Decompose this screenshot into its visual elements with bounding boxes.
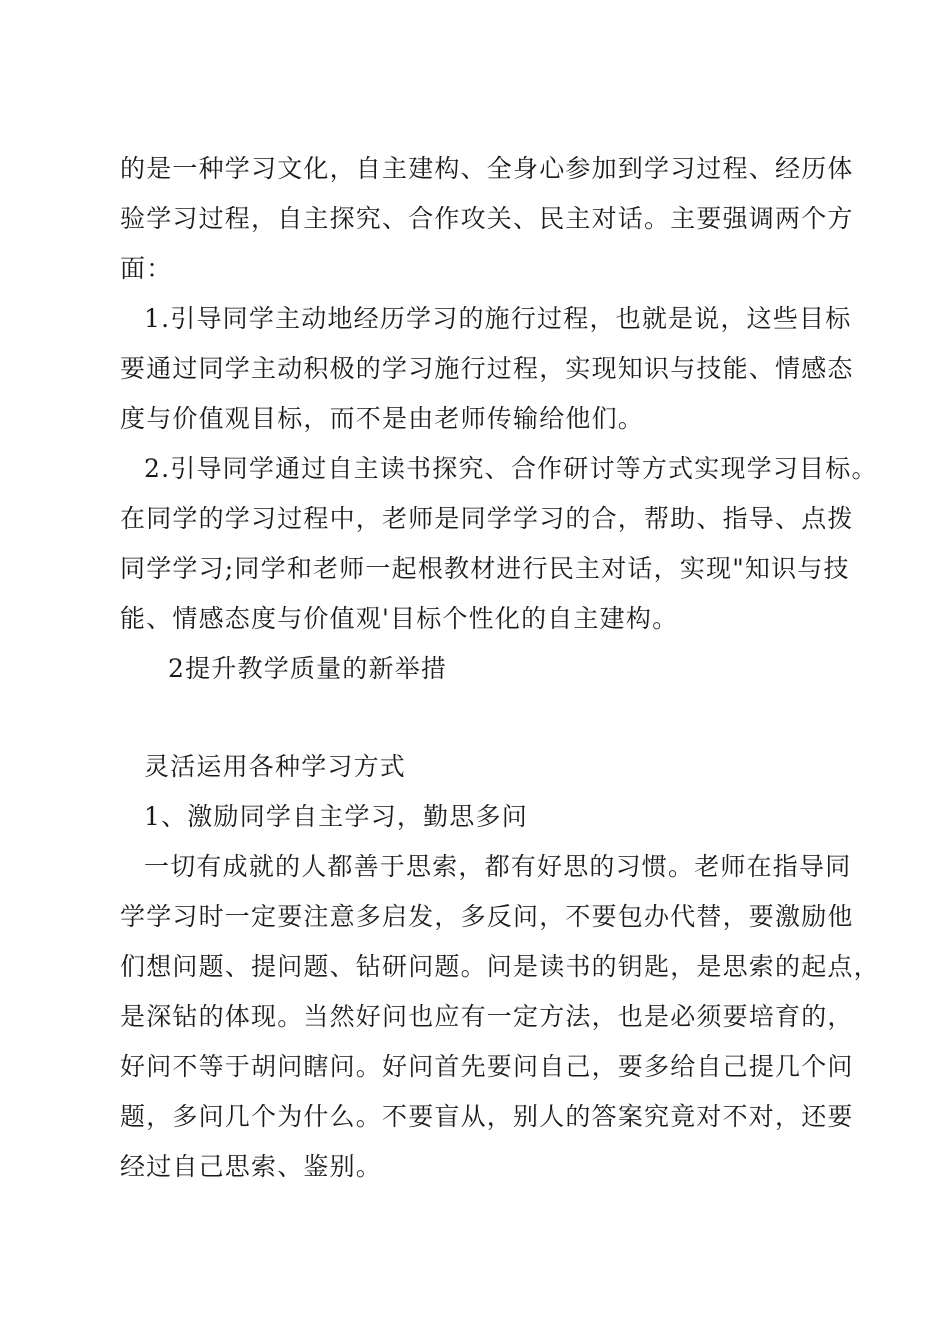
text-line: 面： xyxy=(120,254,173,283)
text-line: 验学习过程，自主探究、合作攻关、民主对话。主要强调两个方 xyxy=(120,204,854,233)
text-line: 在同学的学习过程中，老师是同学学习的合，帮助、指导、点拨 xyxy=(120,504,854,533)
text-line: 的是一种学习文化，自主建构、全身心参加到学习过程、经历体 xyxy=(120,154,854,183)
text-line: 要通过同学主动积极的学习施行过程，实现知识与技能、情感态 xyxy=(120,354,854,383)
text-line: 一切有成就的人都善于思索，都有好思的习惯。老师在指导同 xyxy=(144,852,852,881)
list-item-line: 2.引导同学通过自主读书探究、合作研讨等方式实现学习目标。 xyxy=(144,454,878,483)
text-line: 同学学习;同学和老师一起根教材进行民主对话，实现"知识与技 xyxy=(120,554,850,583)
text-line: 们想问题、提问题、钻研问题。问是读书的钥匙，是思索的起点， xyxy=(120,952,880,981)
text-line: 题，多问几个为什么。不要盲从，别人的答案究竟对不对，还要 xyxy=(120,1102,854,1131)
text-line: 度与价值观目标，而不是由老师传输给他们。 xyxy=(120,404,645,433)
section-heading: 2提升教学质量的新举措 xyxy=(168,654,448,683)
subsection-heading: 1、激励同学自主学习，勤思多问 xyxy=(144,802,528,831)
text-line: 学学习时一定要注意多启发，多反问，不要包办代替，要激励他 xyxy=(120,902,854,931)
text-line: 好问不等于胡问瞎问。好问首先要问自己，要多给自己提几个问 xyxy=(120,1052,854,1081)
subsection-heading: 灵活运用各种学习方式 xyxy=(144,752,407,781)
text-line: 是深钻的体现。当然好问也应有一定方法，也是必须要培育的， xyxy=(120,1002,854,1031)
text-line: 能、情感态度与价值观'目标个性化的自主建构。 xyxy=(120,604,679,633)
list-item-line: 1.引导同学主动地经历学习的施行过程，也就是说，这些目标 xyxy=(144,304,852,333)
text-line: 经过自己思索、鉴别。 xyxy=(120,1152,383,1181)
